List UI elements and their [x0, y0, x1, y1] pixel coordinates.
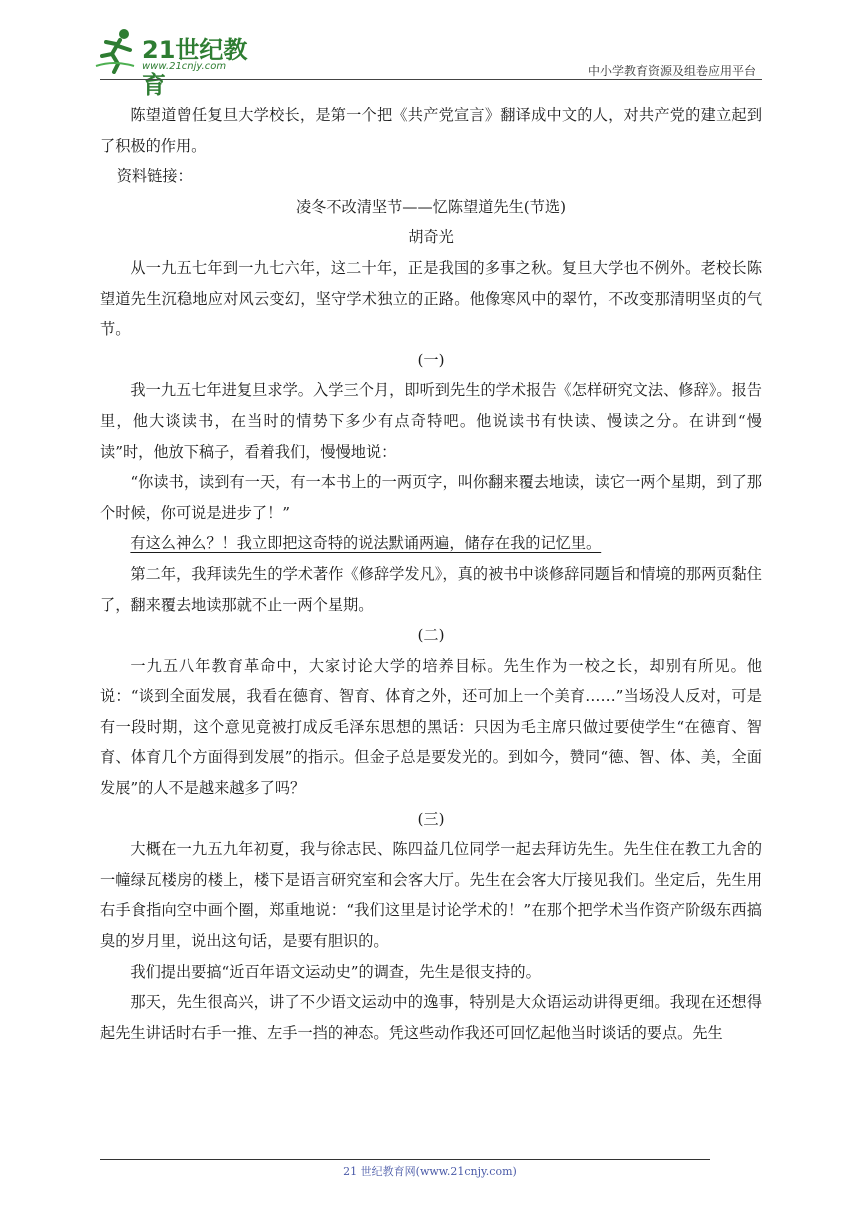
logo-text: 21世纪教育	[142, 36, 248, 99]
article-author: 胡奇光	[408, 228, 454, 247]
page-footer[interactable]: 21 世纪教育网(www.21cnjy.com)	[343, 1165, 517, 1178]
paragraph: 我们提出要搞“近百年语文运动史”的调查，先生是很支持的。	[130, 962, 541, 981]
paragraph: 一九五八年教育革命中，大家讨论大学的培养目标。先生作为一校之长，却别有所见。他说：“谈到全面发展，我看在德育、智育、体育之外，还可加上一个美育……”当场没人反对，可是有一段时期，这个意见竟被打成反毛泽东思想的黑话：只因为毛主席只做过要使学生“在德育、智育、体育几个方面得到发展”的指示。但金子总是要发光的。到如今，赞同“德、智、体、美，全面发展”的人不是越来越多了吗？	[100, 656, 762, 798]
site-logo[interactable]	[94, 26, 264, 99]
platform-name: 中小学教育资源及组卷应用平台	[587, 64, 756, 78]
article-title: 凌冬不改清坚节——忆陈望道先生(节选)	[295, 197, 567, 216]
document-body	[100, 100, 762, 1048]
material-link-label: 资料链接：	[116, 167, 193, 186]
section-heading: (二)	[417, 626, 445, 645]
section-heading: (三)	[417, 809, 445, 828]
runner-icon	[94, 26, 140, 74]
paragraph: 从一九五七年到一九七六年，这二十年，正是我国的多事之秋。复旦大学也不例外。老校长陈望道先生沉稳地应对风云变幻，坚守学术独立的正路。他像寒风中的翠竹，不改变那清明坚贞的气节。	[100, 258, 762, 339]
logo-url: www.21cnjy.com	[142, 61, 227, 72]
paragraph: “你读书，读到有一天，有一本书上的一两页字，叫你翻来覆去地读，读它一两个星期，到了那个时候，你可说是进步了！”	[100, 473, 762, 522]
underlined-sentence: 有这么神么？！我立即把这奇特的说法默诵两遍，储存在我的记忆里。	[130, 534, 602, 553]
paragraph: 那天，先生很高兴，讲了不少语文运动中的逸事，特别是大众语运动讲得更细。我现在还想得起先生讲话时右手一推、左手一挡的神态。凭这些动作我还可回忆起他当时谈话的要点。先生	[100, 993, 762, 1042]
paragraph: 大概在一九五九年初夏，我与徐志民、陈四益几位同学一起去拜访先生。先生住在教工九舍的一幢绿瓦楼房的楼上，楼下是语言研究室和会客大厅。先生在会客大厅接见我们。坐定后，先生用右手食指向空中画个圈，郑重地说：“我们这里是讨论学术的！”在那个把学术当作资产阶级东西搞臭的岁月里，说出这句话，是要有胆识的。	[100, 840, 762, 951]
paragraph: 第二年，我拜读先生的学术著作《修辞学发凡》，真的被书中谈修辞同题旨和情境的那两页黏住了，翻来覆去地读那就不止一两个星期。	[100, 564, 762, 614]
footer-divider	[100, 1159, 710, 1160]
section-heading: (一)	[417, 350, 445, 369]
underlined-paragraph	[100, 528, 762, 559]
paragraph: 我一九五七年进复旦求学。入学三个月，即听到先生的学术报告《怎样研究文法、修辞》。报告里，他大谈读书，在当时的情势下多少有点奇特吧。他说读书有快读、慢读之分。在讲到“慢读”时，他放下稿子，看着我们，慢慢地说：	[100, 381, 762, 461]
intro-paragraph: 陈望道曾任复旦大学校长，是第一个把《共产党宣言》翻译成中文的人，对共产党的建立起到了积极的作用。	[100, 106, 762, 155]
page-header	[0, 0, 860, 99]
header-divider	[100, 79, 762, 80]
